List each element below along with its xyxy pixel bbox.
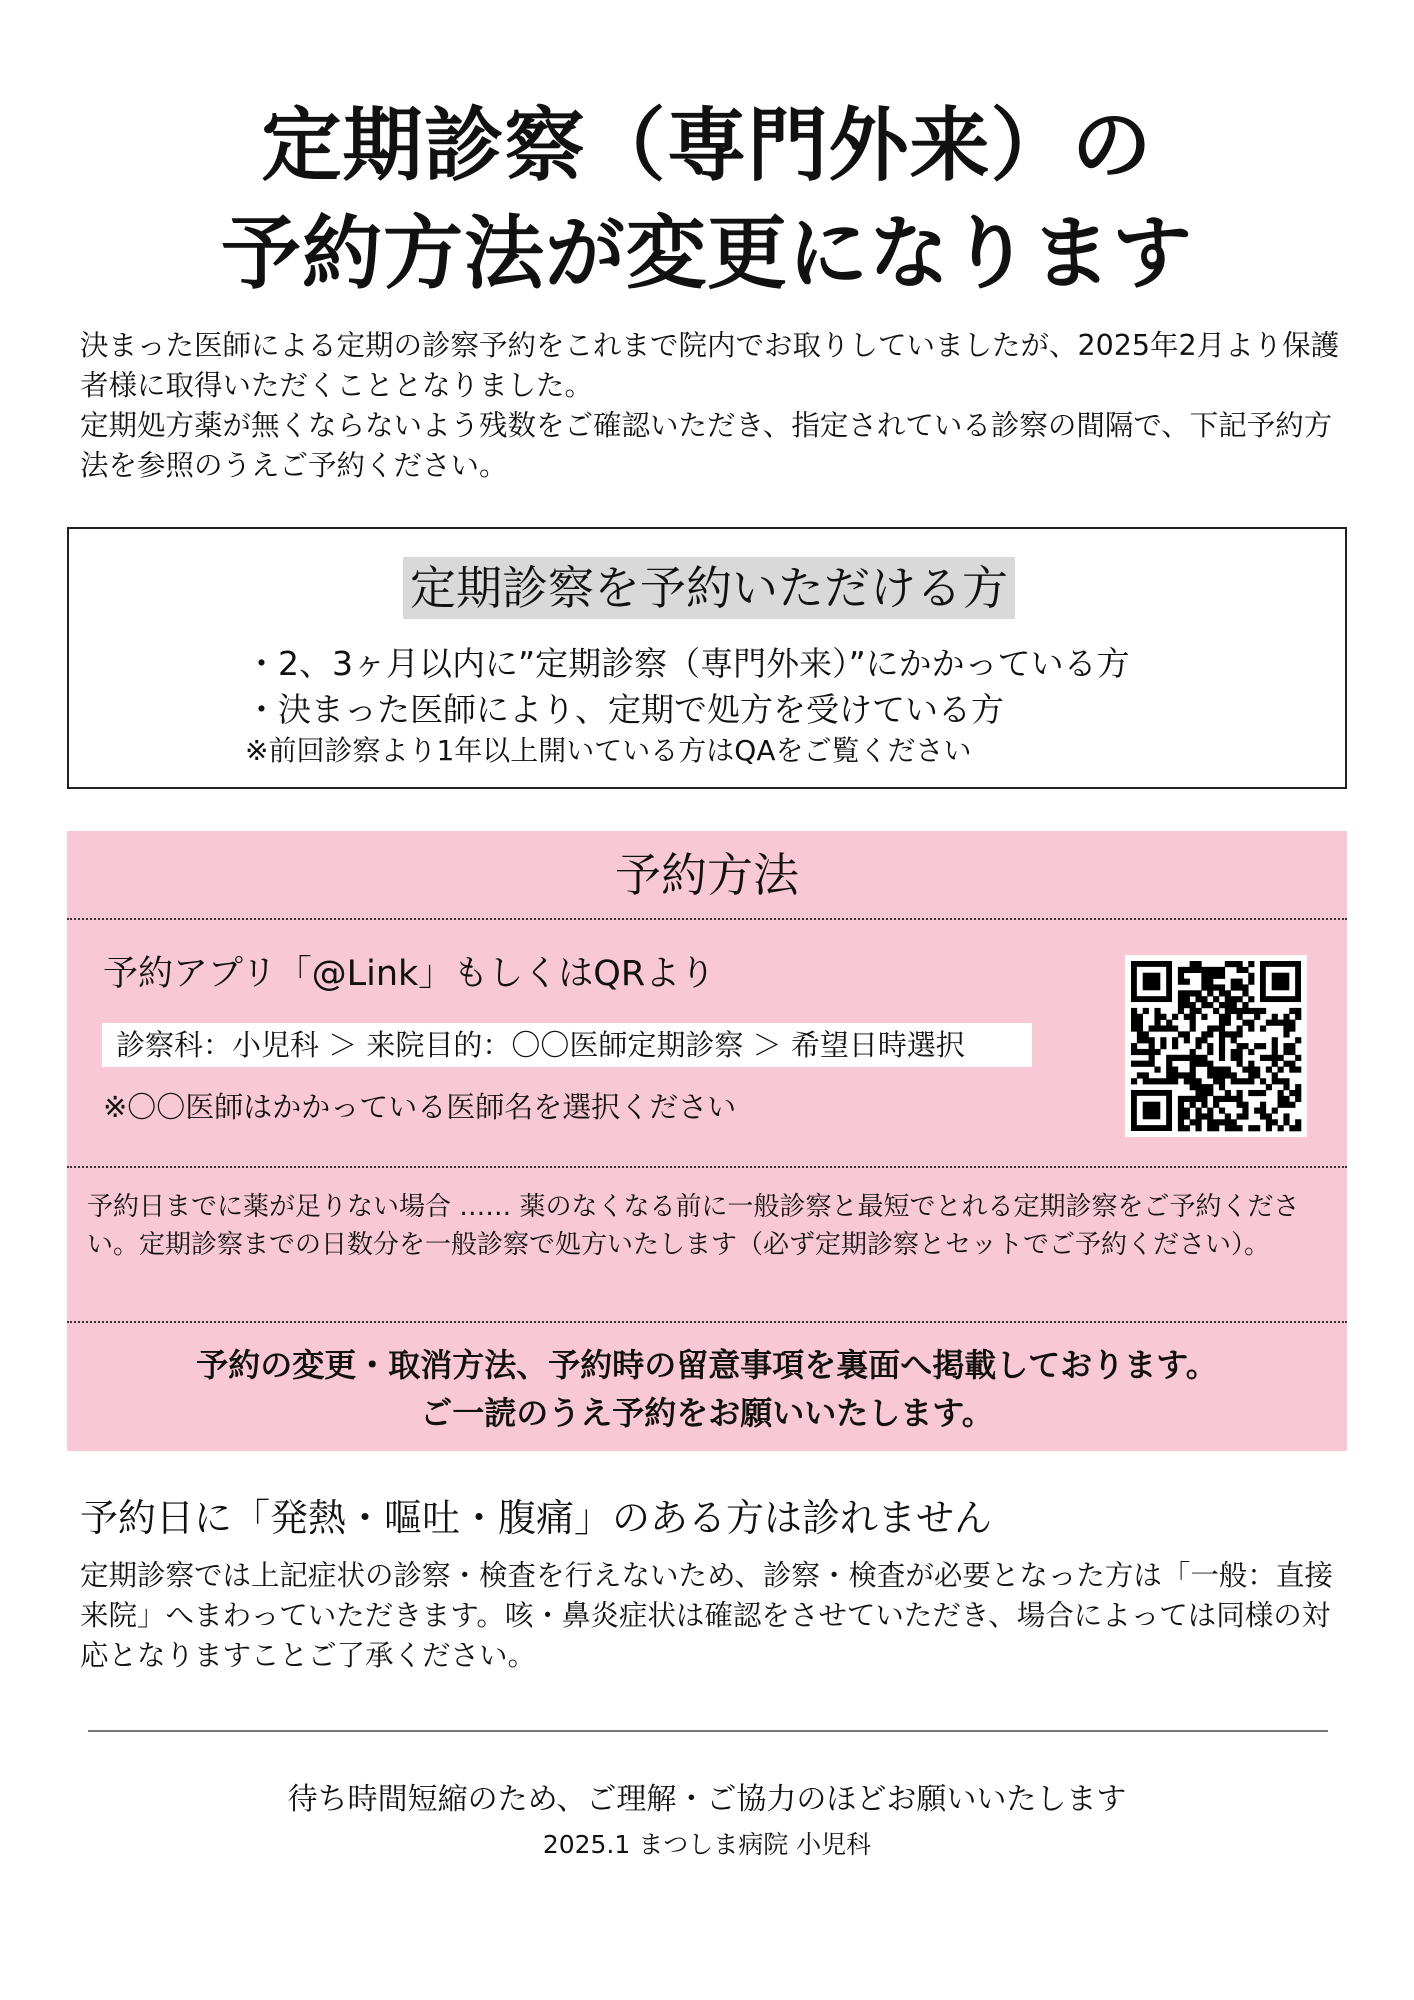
page-title <box>0 92 1414 308</box>
reservation-method-panel <box>67 831 1347 1451</box>
eligibility-item: ・2、3ヶ月以内に”定期診察（専門外来）”にかかっている方 <box>245 644 1130 683</box>
symptom-warning-text: 定期診察では上記症状の診察・検査を行えないため、診察・検査が必要となった方は「一般：直接来院」へまわっていただきます。咳・鼻炎症状は確認をさせていただき、場合によっては同様の対応となりますことご了承ください。 <box>80 1559 1333 1672</box>
intro-text <box>80 326 1340 486</box>
reservation-path: 診察科：小児科 ＞ 来院目的：〇〇医師定期診察 ＞ 希望日時選択 <box>102 1023 1032 1067</box>
qr-code-graphic <box>1125 955 1307 1137</box>
footer-date-issuer: 2025.1 まつしま病院 小児科 <box>542 1830 872 1859</box>
medicine-shortage-note: 予約日までに薬が足りない場合 …… 薬のなくなる前に一般診察と最短でとれる定期診察をご予約ください。定期診察までの日数分を一般診察で処方いたします（必ず定期診察とセットでご予約ください）。 <box>87 1192 1300 1260</box>
notice-line-2: ご一読のうえ予約をお願いいたします。 <box>420 1394 994 1432</box>
method-heading: 予約方法 <box>615 848 799 902</box>
eligibility-box <box>67 527 1347 789</box>
dotted-divider <box>67 918 1347 920</box>
footer-divider <box>88 1730 1328 1732</box>
intro-paragraph-1: 決まった医師による定期の診察予約をこれまで院内でお取りしていましたが、2025年2月より保護者様に取得いただくこととなりました。 <box>80 329 1340 402</box>
app-label: 予約アプリ「@Link」もしくはQRより <box>103 954 716 994</box>
intro-paragraph-2: 定期処方薬が無くならないよう残数をご確認いただき、指定されている診察の間隔で、下記予約方法を参照のうえご予約ください。 <box>80 409 1333 482</box>
footer-message: 待ち時間短縮のため、ご理解・ご協力のほどお願いいたします <box>287 1782 1127 1817</box>
dotted-divider <box>67 1166 1347 1168</box>
page-title-line-2: 予約方法が変更になります <box>221 207 1193 300</box>
page-title-line-1: 定期診察（専門外来）の <box>261 99 1153 192</box>
back-page-notice <box>67 1341 1347 1437</box>
notice-line-1: 予約の変更・取消方法、予約時の留意事項を裏面へ掲載しております。 <box>196 1346 1218 1384</box>
eligibility-item: ・決まった医師により、定期で処方を受けている方 <box>245 690 1004 729</box>
qr-code-icon[interactable] <box>1125 955 1307 1137</box>
eligibility-heading: 定期診察を予約いただける方 <box>403 557 1015 619</box>
doctor-select-note: ※〇〇医師はかかっている医師名を選択ください <box>103 1090 737 1124</box>
eligibility-list <box>245 641 1130 769</box>
eligibility-note: ※前回診察より1年以上開いている方はQAをご覧ください <box>245 734 972 767</box>
symptom-warning-heading: 予約日に「発熱・嘔吐・腹痛」のある方は診れません <box>80 1496 993 1540</box>
dotted-divider <box>67 1321 1347 1323</box>
